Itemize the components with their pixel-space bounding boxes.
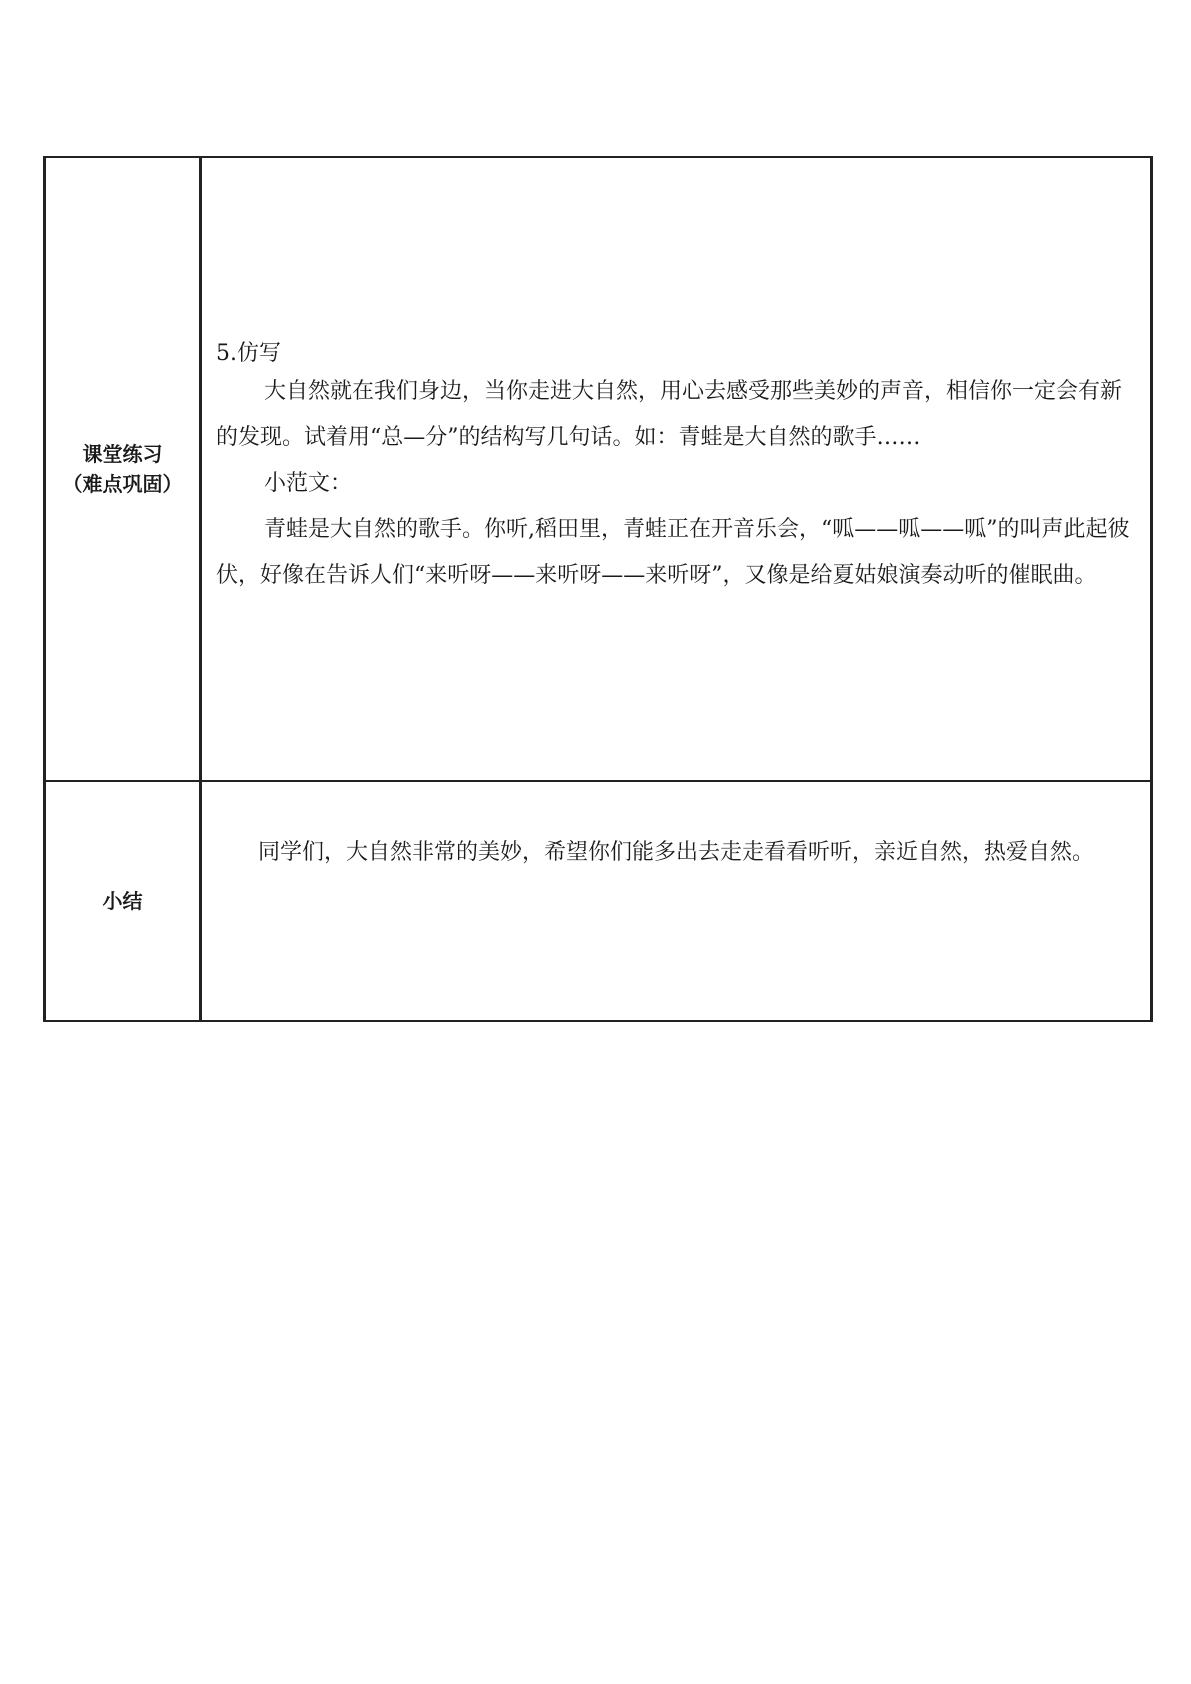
exercise-prompt: 大自然就在我们身边，当你走进大自然，用心去感受那些美妙的声音，相信你一定会有新的发现。试着用“总—分”的结构写几句话。如：青蛙是大自然的歌手…… — [216, 379, 1123, 450]
practice-content-cell — [201, 157, 1152, 781]
summary-label: 小结 — [102, 889, 143, 913]
summary-label-cell — [45, 781, 201, 1021]
exercise-heading: 5.仿写 — [216, 341, 281, 366]
summary-content-cell — [201, 781, 1152, 1021]
sample-essay-label: 小范文： — [264, 471, 353, 496]
practice-content — [202, 339, 1150, 599]
summary-row — [45, 781, 1152, 1021]
lesson-plan-table — [43, 156, 1153, 1022]
practice-label-cell — [45, 157, 201, 781]
practice-sublabel: （难点巩固） — [62, 472, 183, 496]
sample-essay-text: 青蛙是大自然的歌手。你听,稻田里，青蛙正在开音乐会，“呱——呱——呱”的叫声此起彼伏，好像在告诉人们“来听呀——来听呀——来听呀”，又像是给夏姑娘演奏动听的催眠曲。 — [216, 517, 1130, 588]
practice-row — [45, 157, 1152, 781]
summary-text: 同学们，大自然非常的美妙，希望你们能多出去走走看看听听，亲近自然，热爱自然。 — [258, 840, 1095, 865]
practice-label: 课堂练习 — [82, 442, 163, 466]
